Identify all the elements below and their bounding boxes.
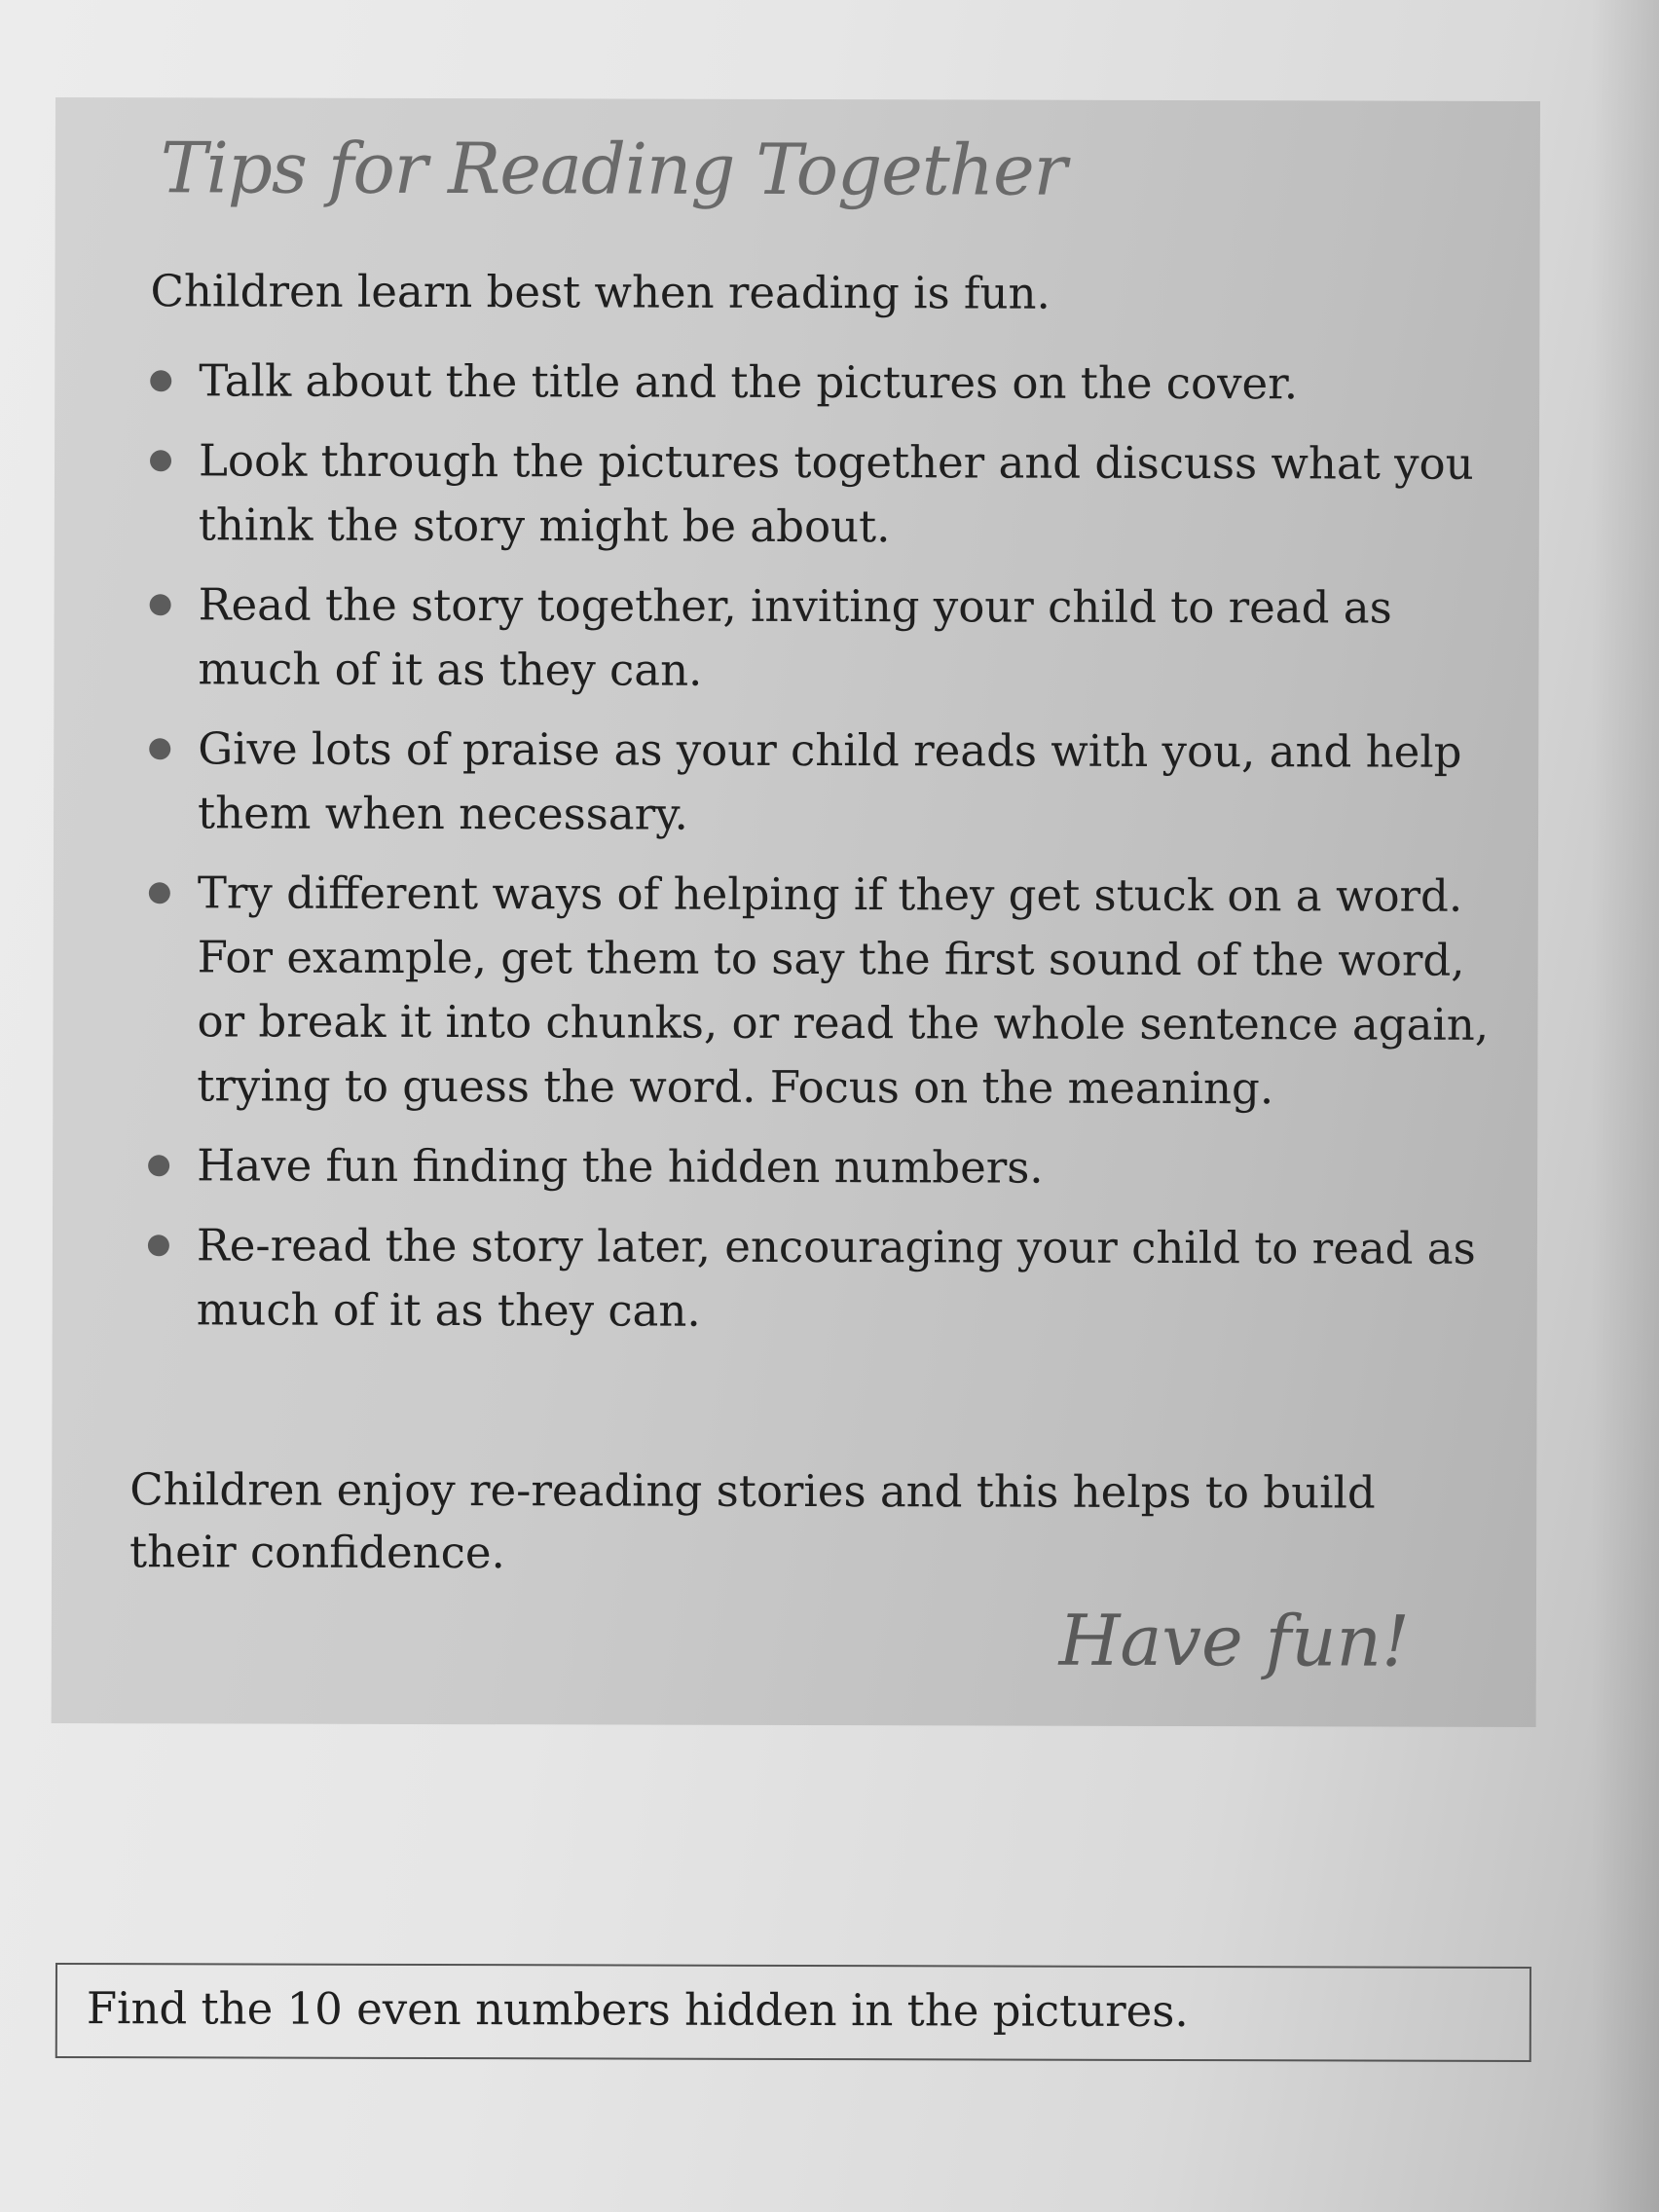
tip-item — [138, 1213, 1501, 1346]
signoff-text: Have fun! — [1058, 1599, 1410, 1682]
bullet-icon — [150, 594, 171, 615]
hidden-numbers-box — [55, 1963, 1531, 2062]
tip-text: Try different ways of helping if they get stuck on a word. For example, get them to say the first sound of the word, or break it into chunks, or read the whole sentence again, trying to guess the word. Focus on the meaning. — [197, 866, 1490, 1115]
tip-item — [140, 349, 1503, 417]
page-edge-shadow — [1591, 0, 1659, 2212]
tips-intro: Children learn best when reading is fun. — [150, 265, 1051, 319]
tips-panel — [52, 97, 1540, 1727]
tips-title: Tips for Reading Together — [160, 127, 1067, 211]
tip-text: Look through the pictures together and discuss what you think the story might be about. — [198, 434, 1474, 553]
tip-item — [138, 1133, 1501, 1201]
tip-item — [140, 428, 1503, 561]
tips-list — [138, 349, 1504, 1361]
tip-item — [138, 861, 1502, 1122]
bullet-icon — [148, 1155, 169, 1176]
closing-text: Children enjoy re-reading stories and this helps to build their confidence. — [129, 1463, 1376, 1579]
tip-text: Read the story together, inviting your child to read as much of it as they can. — [198, 578, 1392, 696]
tip-text: Have fun finding the hidden numbers. — [197, 1139, 1044, 1194]
bullet-icon — [150, 450, 171, 471]
tip-text: Talk about the title and the pictures on the cover. — [199, 354, 1299, 410]
bullet-icon — [149, 882, 170, 903]
bullet-icon — [148, 1235, 169, 1256]
bullet-icon — [150, 370, 171, 391]
bullet-icon — [149, 738, 170, 759]
tip-text: Give lots of praise as your child reads with you, and help them when necessary. — [198, 722, 1462, 840]
tip-item — [139, 572, 1502, 705]
tip-item — [139, 717, 1502, 849]
hidden-numbers-text: Find the 10 even numbers hidden in the pictures. — [86, 1982, 1189, 2038]
tip-text: Re-read the story later, encouraging your child to read as much of it as they can. — [196, 1219, 1476, 1337]
